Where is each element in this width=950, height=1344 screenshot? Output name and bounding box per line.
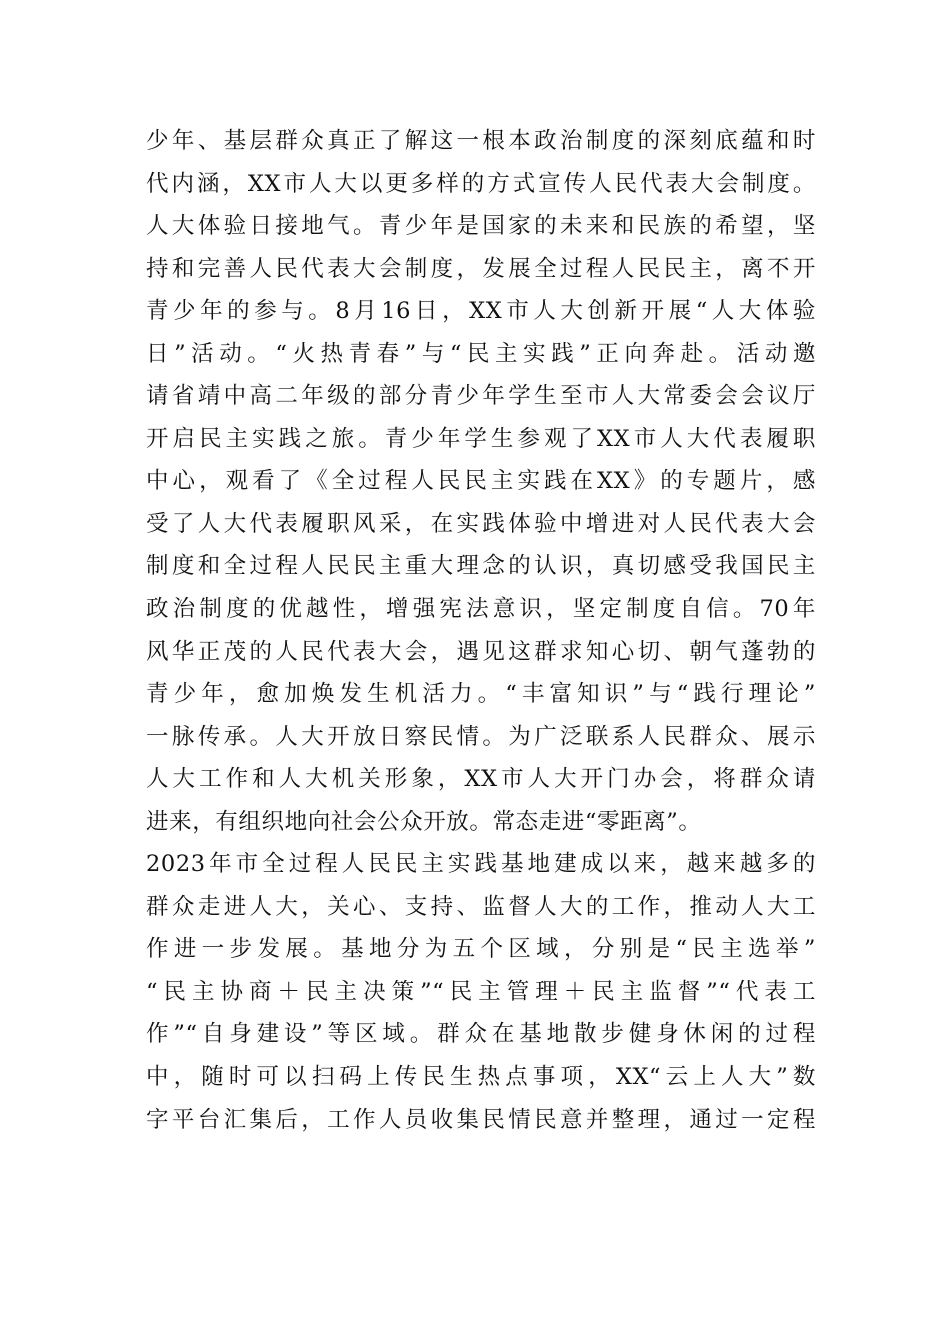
text-line: 中心，观看了《全过程人民民主实践在XX》的专题片，感 [146, 468, 816, 495]
text-line: 日”活动。“火热青春”与“民主实践”正向奔赴。活动邀 [146, 340, 816, 367]
text-line: 政治制度的优越性，增强宪法意识，坚定制度自信。70年 [146, 596, 816, 623]
text-line: 2023年市全过程人民民主实践基地建成以来，越来越多的 [146, 851, 816, 878]
text-line: 中，随时可以扫码上传民生热点事项，XX“云上人大”数 [146, 1064, 816, 1091]
text-line: 作进一步发展。基地分为五个区域，分别是“民主选举” [146, 936, 816, 963]
text-line: 进来，有组织地向社会公众开放。常态走进“零距离”。 [146, 808, 702, 835]
text-line: 字平台汇集后，工作人员收集民情民意并整理，通过一定程 [146, 1106, 816, 1133]
text-line: 风华正茂的人民代表大会，遇见这群求知心切、朝气蓬勃的 [146, 638, 816, 665]
text-line: 人大体验日接地气。青少年是国家的未来和民族的希望，坚 [146, 213, 816, 240]
text-line: 开启民主实践之旅。青少年学生参观了XX市人大代表履职 [146, 425, 816, 452]
text-line: 青少年的参与。8月16日，XX市人大创新开展“人大体验 [146, 298, 816, 325]
text-line: “民主协商＋民主决策”“民主管理＋民主监督”“代表工 [146, 978, 816, 1005]
text-line: 制度和全过程人民民主重大理念的认识，真切感受我国民主 [146, 553, 816, 580]
body-text [146, 120, 816, 1141]
text-line: 请省靖中高二年级的部分青少年学生至市人大常委会会议厅 [146, 383, 816, 410]
text-line: 群众走进人大，关心、支持、监督人大的工作，推动人大工 [146, 893, 816, 920]
text-line: 青少年，愈加焕发生机活力。“丰富知识”与“践行理论” [146, 681, 816, 708]
text-line: 代内涵，XX市人大以更多样的方式宣传人民代表大会制度。 [146, 170, 816, 197]
text-line: 人大工作和人大机关形象，XX市人大开门办会，将群众请 [146, 766, 816, 793]
text-line: 作”“自身建设”等区域。群众在基地散步健身休闲的过程 [146, 1021, 816, 1048]
text-line: 持和完善人民代表大会制度，发展全过程人民民主，离不开 [146, 255, 816, 282]
text-line: 一脉传承。人大开放日察民情。为广泛联系人民群众、展示 [146, 723, 816, 750]
text-line: 少年、基层群众真正了解这一根本政治制度的深刻底蕴和时 [146, 128, 816, 154]
text-line: 受了人大代表履职风采，在实践体验中增进对人民代表大会 [146, 510, 816, 537]
